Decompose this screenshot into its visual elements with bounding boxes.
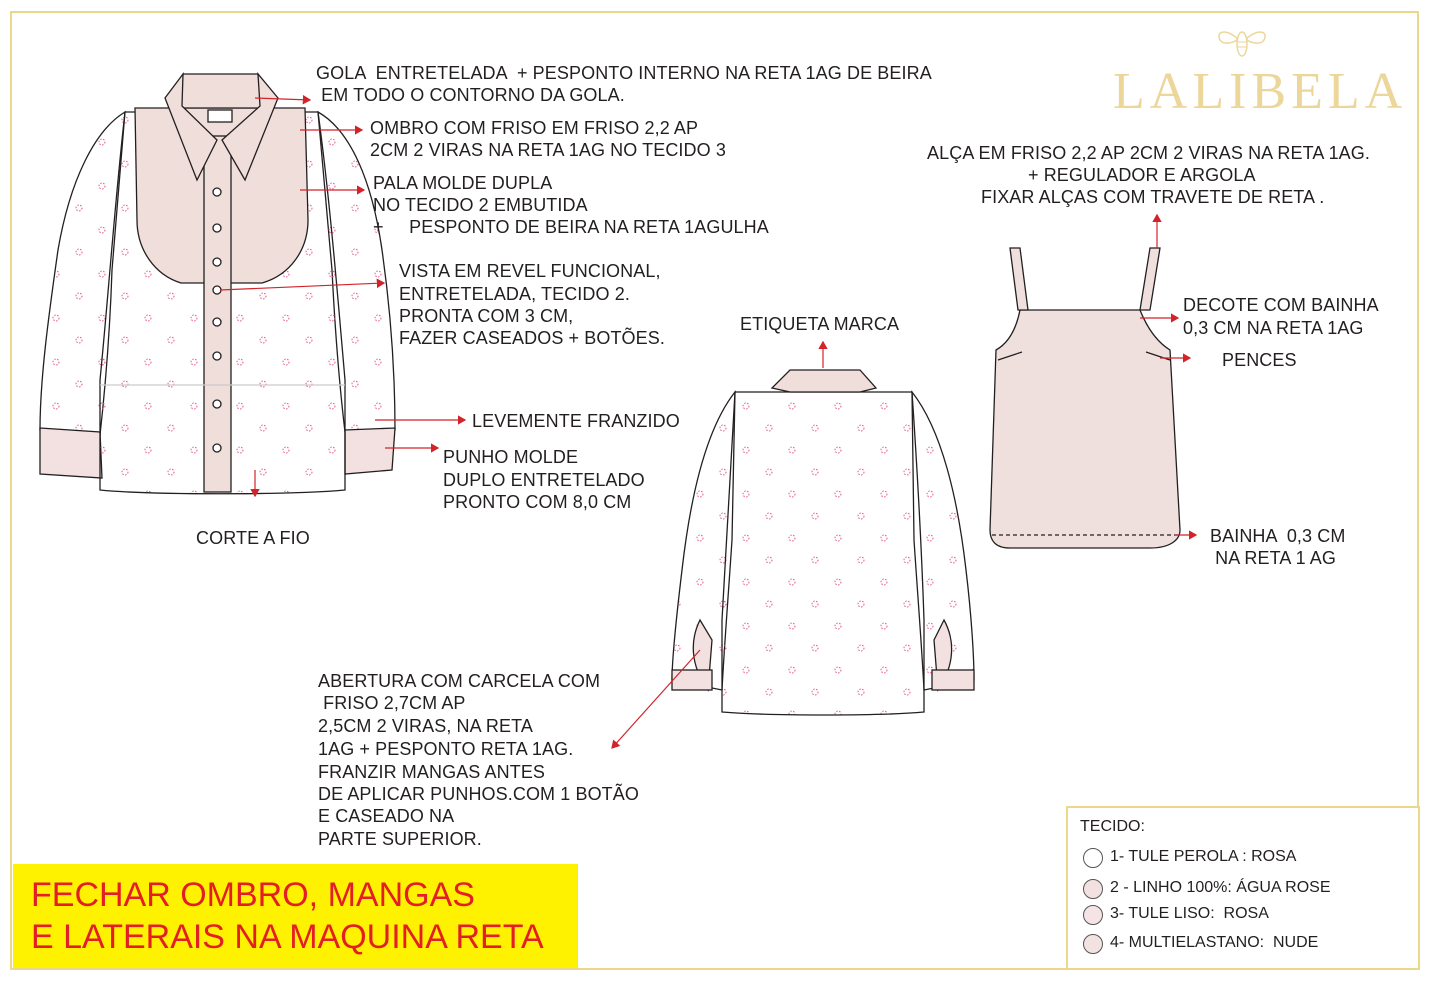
back-shirt-drawing — [672, 370, 974, 715]
swatch-tule-perola — [1083, 848, 1103, 868]
note-vista-line2: ENTRETELADA, TECIDO 2. — [399, 284, 630, 304]
swatch-linho — [1083, 879, 1103, 899]
note-vista-line4: FAZER CASEADOS + BOTÕES. — [399, 328, 665, 348]
left-cuff — [40, 428, 102, 478]
note-pences: PENCES — [1222, 350, 1297, 370]
right-cuff — [345, 428, 395, 474]
legend-item-1: 1- TULE PEROLA : ROSA — [1110, 848, 1297, 865]
swatch-tule-liso — [1083, 905, 1103, 925]
warning-line1: FECHAR OMBRO, MANGAS — [31, 876, 475, 914]
collar-stand — [180, 74, 262, 108]
note-alca-line2: + REGULADOR E ARGOLA — [1028, 165, 1256, 185]
note-abertura-line4: 1AG + PESPONTO RETA 1AG. — [318, 739, 574, 759]
right-strap — [1140, 248, 1160, 310]
note-punho-line3: PRONTO COM 8,0 CM — [443, 492, 632, 512]
brand-logo: LALIBELA — [1113, 63, 1408, 120]
note-abertura-line5: FRANZIR MANGAS ANTES — [318, 762, 546, 782]
camisole-drawing — [990, 248, 1180, 548]
note-gola-line2: EM TODO O CONTORNO DA GOLA. — [316, 85, 625, 105]
note-abertura-line6: DE APLICAR PUNHOS.COM 1 BOTÃO — [318, 784, 639, 804]
left-strap — [1010, 248, 1028, 310]
warning-box — [13, 864, 578, 968]
warning-line2: E LATERAIS NA MAQUINA RETA — [31, 918, 544, 956]
note-decote-line2: 0,3 CM NA RETA 1AG — [1183, 318, 1364, 338]
note-decote-line1: DECOTE COM BAINHA — [1183, 295, 1379, 315]
note-alca-line3: FIXAR ALÇAS COM TRAVETE DE RETA . — [981, 187, 1325, 207]
note-levemente: LEVEMENTE FRANZIDO — [472, 411, 680, 431]
note-bainha-line1: BAINHA 0,3 CM — [1210, 526, 1346, 546]
note-pala-line2: NO TECIDO 2 EMBUTIDA — [373, 195, 588, 215]
note-vista-line3: PRONTA COM 3 CM, — [399, 306, 574, 326]
note-pala-line1: PALA MOLDE DUPLA — [373, 173, 553, 193]
legend-item-4: 4- MULTIELASTANO: NUDE — [1110, 934, 1319, 951]
note-abertura-line8: PARTE SUPERIOR. — [318, 829, 482, 849]
bee-icon — [1214, 22, 1270, 62]
legend-item-3: 3- TULE LISO: ROSA — [1110, 905, 1269, 922]
note-abertura-line1: ABERTURA COM CARCELA COM — [318, 671, 601, 691]
note-punho-line1: PUNHO MOLDE — [443, 447, 579, 467]
note-gola-line1: GOLA ENTRETELADA + PESPONTO INTERNO NA RETA 1AG DE BEIRA — [316, 63, 932, 83]
legend-title: TECIDO: — [1080, 818, 1145, 835]
note-abertura-line3: 2,5CM 2 VIRAS, NA RETA — [318, 716, 533, 736]
swatch-multielastano — [1083, 934, 1103, 954]
camisole-body — [990, 310, 1180, 548]
note-bainha-line2: NA RETA 1 AG — [1210, 548, 1337, 568]
note-pala-line3: + PESPONTO DE BEIRA NA RETA 1AGULHA — [373, 217, 769, 237]
back-collar — [772, 370, 876, 392]
note-vista-line1: VISTA EM REVEL FUNCIONAL, — [399, 261, 661, 281]
legend-item-2: 2 - LINHO 100%: ÁGUA ROSE — [1110, 879, 1331, 896]
note-punho-line2: DUPLO ENTRETELADO — [443, 470, 645, 490]
note-abertura-line2: FRISO 2,7CM AP — [318, 693, 466, 713]
fabric-legend — [1066, 806, 1420, 970]
note-ombro-line2: 2CM 2 VIRAS NA RETA 1AG NO TECIDO 3 — [370, 140, 726, 160]
note-ombro-line1: OMBRO COM FRISO EM FRISO 2,2 AP — [370, 118, 699, 138]
note-alca-line1: ALÇA EM FRISO 2,2 AP 2CM 2 VIRAS NA RETA 1AG. — [927, 143, 1370, 163]
note-abertura-line7: E CASEADO NA — [318, 806, 455, 826]
note-corte: CORTE A FIO — [196, 528, 310, 548]
note-etiqueta: ETIQUETA MARCA — [740, 314, 900, 334]
front-shirt-drawing — [40, 74, 395, 494]
